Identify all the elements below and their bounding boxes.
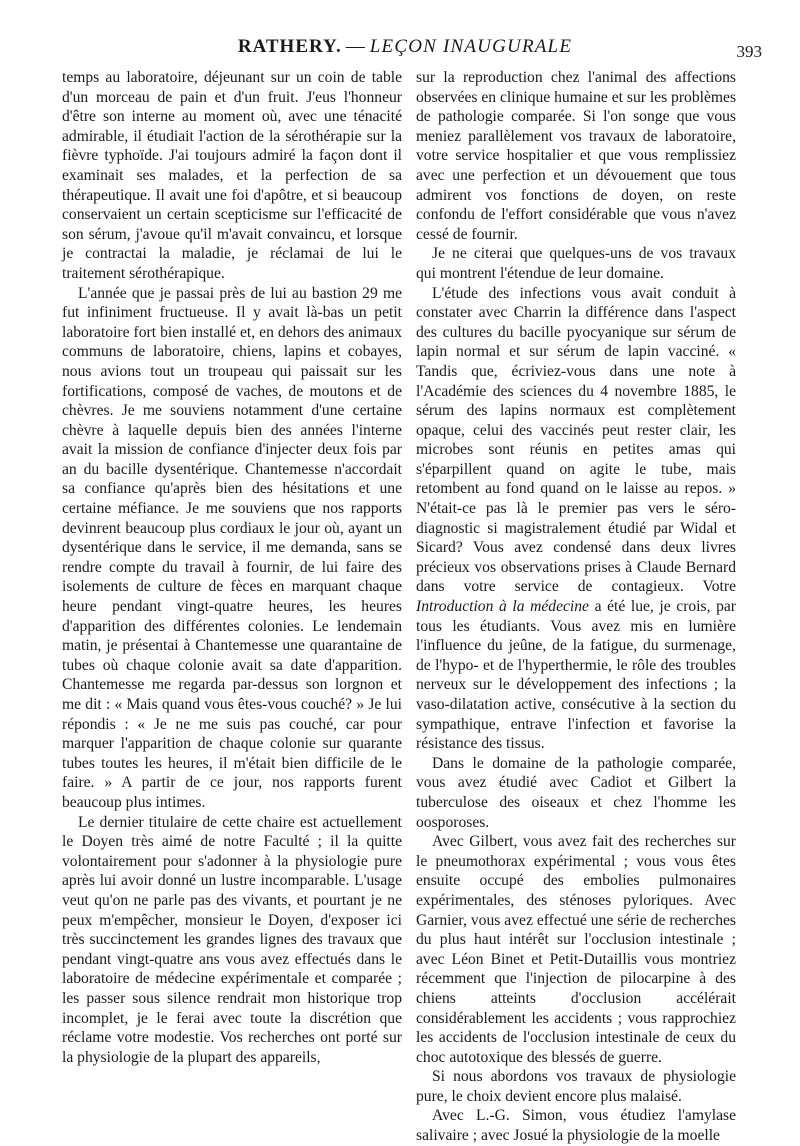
paragraph: Le dernier titulaire de cette chaire est actuellement le Doyen très aimé de notre Faculté ; il la quitte volontairement pour s'adonner à la physiologie pure après lui avoir donné un lustre incomparable. L'usage veut qu'on ne parle pas des vivants, et pourtant je ne peux m'empêcher, monsieur le Doyen, d'exposer ici très succinctement les grandes lignes des travaux que pendant vingt-quatre ans vous avez effectués dans le laboratoire de médecine expérimentale et comparée ; les passer sous silence rendrait mon historique trop incomplet, je le ferai avec toute la discrétion que réclame votre modestie. Vos recherches ont porté sur la physiologie de la plupart des appareils, — [62, 813, 402, 1066]
left-column — [62, 68, 402, 1067]
paragraph: Je ne citerai que quelques-uns de vos travaux qui montrent l'étendue de leur domaine. — [416, 245, 736, 282]
running-header — [60, 36, 762, 66]
paragraph: Avec Gilbert, vous avez fait des recherches sur le pneumothorax expérimental ; vous vous êtes ensuite occupé des embolies pulmonaires expérimentales, des sténoses pyloriques. Avec Garnier, vous avez effectué une série de recherches du plus haut intérêt sur l'occlusion intestinale ; avec Léon Binet et Petit-Dutaillis vous montriez récemment que l'injection de pilocarpine à des chiens atteints d'occlusion accélérait considérablement les accidents ; vous rapprochiez les accidents de l'occlusion intestinale de ceux du choc autotoxique des blessés de guerre. — [416, 833, 736, 1066]
paragraph: temps au laboratoire, déjeunant sur un coin de table d'un morceau de pain et d'un fruit. J'eus l'honneur d'être son interne au moment où, avec une ténacité admirable, il étudiait l'action de la sérothérapie sur la fièvre typhoïde. J'ai toujours admiré la façon dont il examinait ses malades, et la perfection de sa thérapeutique. Il avait une foi d'apôtre, et si beaucoup conservaient un certain scepticisme sur l'efficacité de son sérum, j'avoue qu'il m'avait convaincu, et lorsque je contractai la maladie, je réclamai de lui le traitement sérothérapique. — [62, 69, 402, 282]
paragraph-text: L'étude des infections vous avait conduit à constater avec Charrin la différence dans l'aspect des cultures du bacille pyocyanique sur sérum de lapin normal et sur sérum de lapin vacciné. « Tandis que, écriviez-vous dans une note à l'Académie des sciences du 4 novembre 1885, le sérum des lapins normaux est complètement opaque, celui des vaccinés peut rester clair, les microbes sont réunis en petites amas qui s'éparpillent quand on agite le tube, mais retombent au fond quand on le laisse au repos. » N'était-ce pas là le premier pas vers le séro-diagnostic si magistralement étudié par Widal et Sicard? Vous avez condensé dans deux livres précieux vos observations prises à Claude Bernard dans votre service de contagieux. Votre — [416, 284, 736, 596]
paragraph: sur la reproduction chez l'animal des affections observées en clinique humaine et sur les problèmes de pathologie comparée. Si l'on songe que vous meniez parallèlement vos travaux de laboratoire, votre service hospitalier et que vous remplissiez avec une perfection et un dévouement que tous admirent vos fonctions de doyen, on reste confondu de l'effort considérable que vous n'avez cessé de fournir. — [416, 69, 737, 243]
paragraph: Dans le domaine de la pathologie comparée, vous avez étudié avec Cadiot et Gilbert la tuberculose des oiseaux et chez l'homme les oosporoses. — [416, 754, 736, 831]
paragraph: L'année que je passai près de lui au bastion 29 me fut infiniment fructueuse. Il y avait là-bas un petit laboratoire fort bien installé et, en dehors des animaux communs de laboratoire, chiens, lapins et cobayes, nous avions tout un troupeau qui paissait sur les fortifications, composé de vaches, de moutons et de chèvres. Je me souviens notamment d'une certaine chèvre à laquelle depuis bien des années l'interne avait la mission de confiance d'injecter deux fois par an du bacille dysentérique. Chantemesse n'accordait sa confiance qu'après bien des hésitations et une certaine méfiance. Je me souviens que nos rapports devinrent beaucoup plus cordiaux le jour où, ayant un dysentérique dans le service, il me demanda, sans se rendre compte du travail à fournir, de lui faire des isolements de culture de fèces en marquant chaque heure pendant vingt-quatre heures, les heures d'apparition des différentes colonies. Le lendemain matin, je présentai à Chantemesse une quarantaine de tubes où chaque colonie avait sa date d'apparition. Chantemesse me regarda par-dessus son lorgnon et me dit : « Mais quand vous êtes-vous couché? » Je lui répondis : « Je ne me suis pas couché, car pour marquer l'apparition de chaque colonie sur quarante tubes toutes les heures, il m'était bien difficile de le faire. » A partir de ce jour, nos rapports furent beaucoup plus intimes. — [62, 284, 402, 811]
author-name: RATHERY. — [237, 36, 342, 57]
right-column — [416, 68, 736, 1146]
paragraph: Si nous abordons vos travaux de physiologie pure, le choix devient encore plus malaisé. — [416, 1068, 736, 1105]
paragraph: Avec L.-G. Simon, vous étudiez l'amylase salivaire ; avec Josué la physiologie de la moelle — [416, 1107, 736, 1145]
header-title — [60, 36, 750, 58]
book-title-italic: Introduction à la médecine — [416, 598, 589, 616]
lecture-title: LEÇON INAUGURALE — [369, 36, 573, 57]
paragraph-text: a été lue, je crois, par tous les étudiants. Vous avez mis en lumière l'influence du jeûne, de la fatigue, du surmenage, de l'hypo- et de l'hyperthermie, le rôle des troubles nerveux sur le développement des infections ; la vaso-dilatation active, consécutive à la section du sympathique, entrave l'infection et favorise la résistance des tissus. — [416, 598, 736, 753]
page-number: 393 — [736, 42, 762, 61]
header-separator: — — [345, 36, 366, 57]
paragraph — [416, 284, 736, 754]
